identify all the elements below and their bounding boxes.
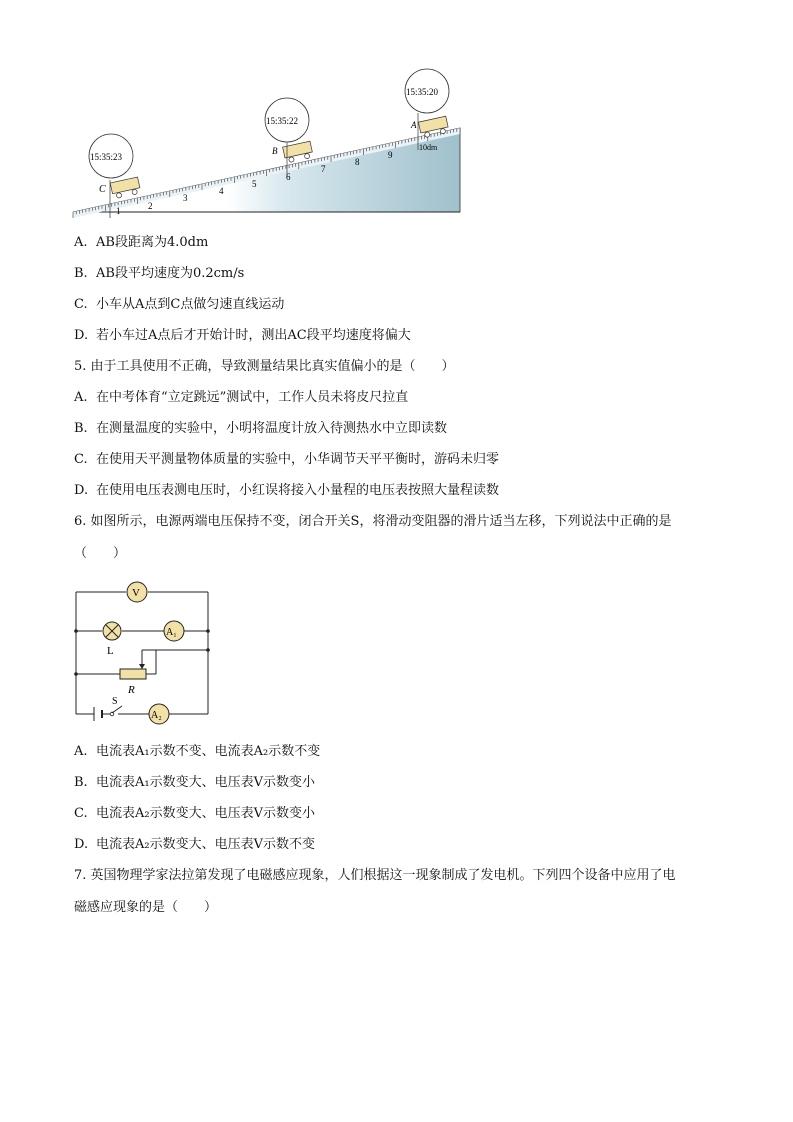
point-c-label: C [99, 184, 106, 195]
lamp-label: L [107, 645, 114, 657]
q7-stem-line1: 7. 英国物理学家法拉第发现了电磁感应现象，人们根据这一现象制成了发电机。下列四个设备中应用了电 [74, 868, 676, 883]
q4-option-c: C. 小车从A点到C点做匀速直线运动 [74, 297, 285, 312]
q6-option-a: A. 电流表A₁示数不变、电流表A₂示数不变 [74, 744, 321, 759]
q7-stem-line2: 磁感应现象的是（ ） [74, 900, 218, 915]
q5-stem: 5. 由于工具使用不正确，导致测量结果比真实值偏小的是（ ） [74, 359, 455, 374]
rheostat-symbol [120, 650, 156, 696]
rheostat-label: R [128, 684, 135, 696]
switch-symbol [110, 696, 122, 716]
circuit-diagram [72, 578, 212, 726]
tick-label: 10dm [419, 143, 438, 152]
svg-text:A₁: A₁ [166, 627, 177, 638]
tick-label: 1 [116, 206, 121, 216]
q5-option-a: A. 在中考体育“立定跳远”测试中，工作人员未将皮尺拉直 [74, 390, 409, 405]
svg-text:15:35:22: 15:35:22 [266, 116, 299, 126]
incline-figure [70, 68, 465, 218]
tick-label: 4 [219, 186, 224, 196]
q6-option-c: C. 电流表A₂示数变大、电压表V示数变小 [74, 806, 315, 821]
q6-stem-line1: 6. 如图所示，电源两端电压保持不变，闭合开关S，将滑动变阻器的滑片适当左移，下列说法中正确的是 [74, 514, 672, 529]
tick-label: 5 [252, 179, 257, 189]
tick-label: 3 [183, 193, 188, 203]
svg-text:V: V [132, 587, 140, 599]
switch-label: S [112, 696, 118, 707]
svg-text:A₂: A₂ [151, 710, 162, 721]
q6-stem-line2: （ ） [74, 546, 127, 561]
q5-option-d: D. 在使用电压表测电压时，小红误将接入小量程的电压表按照大量程读数 [74, 483, 500, 498]
q6-option-b: B. 电流表A₁示数变大、电压表V示数变小 [74, 775, 315, 790]
q5-option-b: B. 在测量温度的实验中，小明将温度计放入待测热水中立即读数 [74, 421, 448, 436]
q4-option-d: D. 若小车过A点后才开始计时，测出AC段平均速度将偏大 [74, 328, 411, 343]
svg-text:15:35:20: 15:35:20 [406, 87, 439, 97]
lamp-symbol [103, 622, 121, 657]
voltmeter-symbol [127, 582, 147, 602]
q4-option-a: A. AB段距离为4.0dm [74, 235, 209, 250]
tick-label: 2 [148, 201, 153, 211]
point-b-label: B [272, 146, 278, 156]
clock-a [405, 69, 449, 113]
battery-symbol [94, 707, 102, 721]
q5-option-c: C. 在使用天平测量物体质量的实验中，小华调节天平平衡时，游码未归零 [74, 452, 500, 467]
ammeter-a2-symbol [149, 704, 169, 724]
point-a-label: A [411, 120, 417, 130]
svg-text:15:35:23: 15:35:23 [90, 152, 123, 162]
cart-c [110, 177, 141, 199]
q4-option-b: B. AB段平均速度为0.2cm/s [74, 266, 245, 281]
q6-option-d: D. 电流表A₂示数变大、电压表V示数不变 [74, 837, 315, 852]
tick-label: 7 [321, 164, 326, 174]
tick-label: 6 [286, 172, 291, 182]
tick-label: 9 [388, 150, 393, 160]
ammeter-a1-symbol [164, 621, 184, 641]
clock-b [265, 98, 309, 142]
tick-label: 8 [355, 157, 360, 167]
clock-c [89, 134, 133, 178]
